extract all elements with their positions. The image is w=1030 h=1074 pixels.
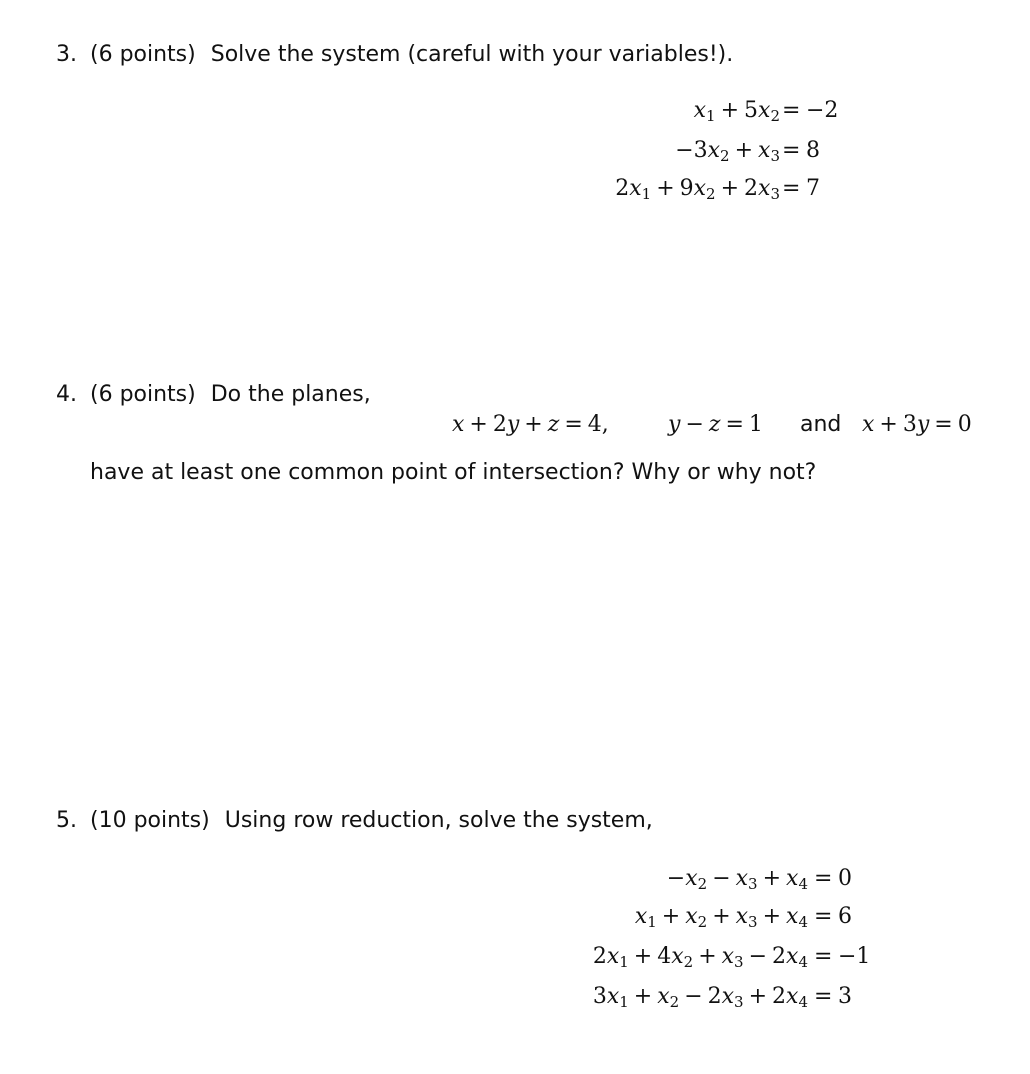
problem-4-number: 4.: [56, 382, 77, 407]
equation-rhs: −1: [838, 944, 871, 969]
problem-3-prompt: Solve the system (careful with your variables!).: [210, 42, 734, 67]
equals-sign: =: [814, 866, 833, 891]
problem-5-points: (10 points): [90, 808, 210, 833]
equation-lhs: $-3x_2 + x_3$: [675, 138, 780, 165]
problem-4-prompt: Do the planes,: [210, 382, 371, 407]
equals-sign: =: [814, 984, 833, 1009]
equation-rhs: 7: [806, 176, 820, 201]
conjunction-and: and: [800, 412, 842, 437]
equation-rhs: 3: [838, 984, 852, 1009]
equation-rhs: −2: [806, 98, 839, 123]
problem-3-number: 3.: [56, 42, 77, 67]
equals-sign: =: [782, 176, 801, 201]
problem-5-heading: [56, 810, 653, 832]
equation-rhs: 0: [838, 866, 852, 891]
equals-sign: =: [814, 904, 833, 929]
equation-lhs: $2x_1 + 9x_2 + 2x_3$: [615, 176, 780, 203]
problem-4-question: have at least one common point of intersection? Why or why not?: [90, 460, 817, 485]
plane-equation-2: y − z = 1: [668, 412, 763, 437]
plane-equation-1: x + 2y + z = 4,: [452, 412, 609, 437]
problem-3-points: (6 points): [90, 42, 196, 67]
problem-4-points: (6 points): [90, 382, 196, 407]
problem-5-prompt: Using row reduction, solve the system,: [224, 808, 653, 833]
problem-4-heading: [56, 384, 371, 406]
equals-sign: =: [782, 98, 801, 123]
equation-lhs: $3x_1 + x_2 - 2x_3 + 2x_4$: [592, 984, 808, 1011]
plane-equation-3: x + 3y = 0: [862, 412, 972, 437]
equals-sign: =: [782, 138, 801, 163]
equation-lhs: $-x_2 - x_3 + x_4$: [666, 866, 808, 893]
equals-sign: =: [814, 944, 833, 969]
problem-3-heading: [56, 44, 733, 66]
problem-5-number: 5.: [56, 808, 77, 833]
equation-lhs: $x_1 + 5x_2$: [693, 98, 780, 125]
equation-rhs: 8: [806, 138, 820, 163]
equation-lhs: $x_1 + x_2 + x_3 + x_4$: [634, 904, 808, 931]
equation-lhs: $2x_1 + 4x_2 + x_3 - 2x_4$: [592, 944, 808, 971]
equation-rhs: 6: [838, 904, 852, 929]
